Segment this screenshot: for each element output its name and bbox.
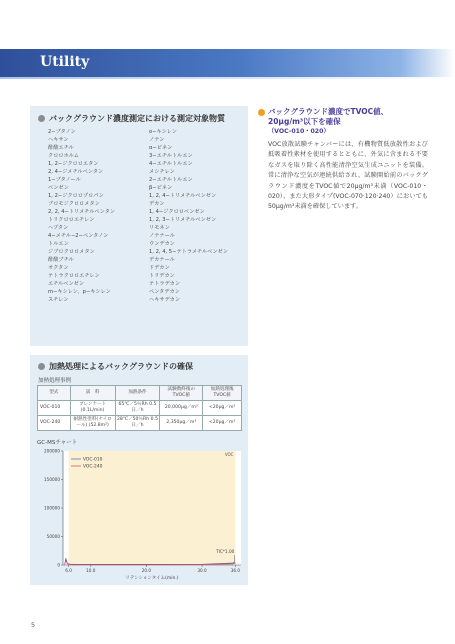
list-item: ベンゼン (48, 185, 69, 191)
list-item: 2, 2, 4−トリメチルペンタン (48, 209, 115, 215)
list-item: 4−エチルトルエン (149, 161, 193, 167)
table-cell: 2,350μg／m³ (160, 416, 203, 431)
list-item: 2−ブタノン (48, 129, 76, 135)
gc-ms-chart (37, 445, 247, 585)
table-cell: <20μg／m³ (203, 416, 242, 431)
list-item: ノナン (149, 137, 165, 143)
list-item: トルエン (48, 241, 69, 247)
list-item: スチレン (48, 297, 69, 303)
list-item: 1, 2, 3−トリメチルベンゼン (149, 217, 217, 223)
list-item: 3−エチルトルエン (149, 153, 193, 159)
right-heading-line1: バックグラウンド濃度でTVOC値、 (268, 107, 389, 116)
y-tick-label: 0 (57, 562, 60, 568)
list-item: 4−メチル−2−ペンタノン (48, 233, 109, 239)
right-heading-line2: 20μg/m³以下を確保 (268, 117, 341, 126)
list-item: デカン (149, 201, 165, 207)
substances-heading-text: バックグラウンド濃度測定における測定対象物質 (49, 114, 225, 123)
list-item: トリクロロエチレン (48, 217, 95, 223)
list-item: 1, 2−ジクロロプロパン (48, 193, 104, 199)
orange-bullet-icon (258, 109, 265, 116)
list-item: 1, 2, 4, 5−テトラメチルベンゼン (149, 249, 228, 255)
substance-list-right (149, 128, 228, 304)
table-row (38, 416, 242, 431)
list-item: メシチレン (149, 169, 175, 175)
list-item: ドデカン (149, 265, 170, 271)
table-header: 試 料 (70, 386, 115, 401)
list-item: 2−エチルトルエン (149, 177, 193, 183)
bullet-icon (38, 363, 45, 370)
table-header: 試験数終後の TVOC値 (160, 386, 203, 401)
table-header-row (38, 386, 242, 401)
heating-heading (38, 361, 193, 372)
x-tick-label: 30.0 (197, 568, 207, 573)
table-caption: 加熱処理事例 (38, 378, 72, 384)
list-item: α−ピネン (149, 145, 173, 151)
table-cell: <20μg／m³ (203, 401, 242, 416)
list-item: ブロモジクロロメタン (48, 201, 100, 207)
table-cell: 65℃／5％Rh 0.5日／h (115, 401, 160, 416)
list-item: ヘキサン (48, 137, 69, 143)
list-item: オクタン (48, 265, 69, 271)
list-item: 1, 4−ジクロロベンゼン (149, 209, 205, 215)
x-tick-label: 20.0 (141, 568, 152, 573)
table-cell: VOC-010 (38, 401, 71, 416)
list-item: 1−ブタノール (48, 177, 81, 183)
page-number: 5 (31, 621, 36, 629)
table-header: 型式 (38, 386, 71, 401)
x-tick-label: 6.0 (65, 568, 72, 573)
list-item: テトラクロロエチレン (48, 273, 100, 279)
y-tick-label: 150000 (44, 477, 60, 482)
list-item: リモネン (149, 225, 170, 231)
substances-heading (38, 113, 225, 124)
x-tick-label: 36.0 (230, 568, 241, 573)
list-item: ウンデカン (149, 241, 175, 247)
table-cell: 28℃／50％Rh 0.5日／h (115, 416, 160, 431)
list-item: 2, 4−ジメチルペンタン (48, 169, 104, 175)
list-item: エチルベンゼン (48, 281, 85, 287)
table-header: 加熱処理後 TVOC値 (203, 386, 242, 401)
bullet-icon (38, 115, 45, 122)
y-tick-label: 100000 (44, 505, 60, 511)
annotation-label: TIC*1.00 (216, 549, 235, 554)
list-item: トリデカン (149, 273, 175, 279)
page-title: Utility (40, 54, 90, 70)
y-tick-label: 50000 (46, 534, 60, 539)
y-tick-label: 200000 (44, 448, 60, 454)
list-item: クロロホルム (48, 153, 79, 159)
list-item: 酢酸ブチル (48, 257, 74, 263)
list-item: デカナール (149, 257, 175, 263)
list-item: 酢酸エチル (48, 145, 74, 151)
list-item: ノナナール (149, 233, 175, 239)
substance-list-left (48, 128, 115, 304)
table-row (38, 401, 242, 416)
table-cell: ブレンケート (0.1L/min) (70, 401, 115, 416)
x-tick-label: 10.0 (86, 568, 96, 573)
right-body-text: VOC放散試験チャンバーには、有機物質低放散性および抵吸着性素材を使用するとともに、外気に含まれる不要なガスを取り除く高性能清浄空気生成ユニットを装備。常に清浄な空気が連続供給され、試験開始前のバックグラウンド濃度をTVOC値で20μg/m³未満（VOC-010・020）、また大形タイプ(VOC-070·120·240）においても50μg/m³未満を確保しています。 (268, 141, 428, 211)
x-axis-label: リテンションタイム(min.) (125, 576, 179, 581)
list-item: 1, 2−ジクロロエタン (48, 161, 99, 167)
table-cell: VOC-240 (38, 416, 71, 431)
region-label: VOC (224, 452, 234, 457)
list-item: 1, 2, 4−トリメチルベンゼン (149, 193, 217, 199)
right-heading (268, 107, 433, 137)
chart-caption: GC-MSチャート (37, 440, 78, 446)
list-item: テトラデカン (149, 281, 181, 287)
legend-label: VOC-010 (83, 457, 103, 463)
list-item: ペンタデカン (149, 289, 180, 295)
table-cell: 耐熱性塗料(ナイロール) (52.8m²) (70, 416, 115, 431)
header-fade (400, 49, 455, 77)
list-item: β−ピネン (149, 185, 173, 191)
list-item: ヘキサデカン (149, 297, 181, 303)
list-item: m−キシレン、p−キシレン (48, 289, 111, 295)
heating-heading-text: 加熱処理によるバックグラウンドの確保 (49, 362, 193, 371)
table-cell: 20,000μg／m³ (160, 401, 203, 416)
list-item: ヘプタン (48, 225, 69, 231)
heating-table (37, 385, 242, 431)
list-item: o−キシレン (149, 129, 177, 135)
right-heading-line3: （VOC-010・020） (268, 128, 330, 135)
legend-label: VOC-240 (83, 464, 103, 470)
list-item: ジブロクロロメタン (48, 249, 95, 255)
header-stripe (0, 77, 455, 79)
table-header: 加熱条件 (115, 386, 160, 401)
